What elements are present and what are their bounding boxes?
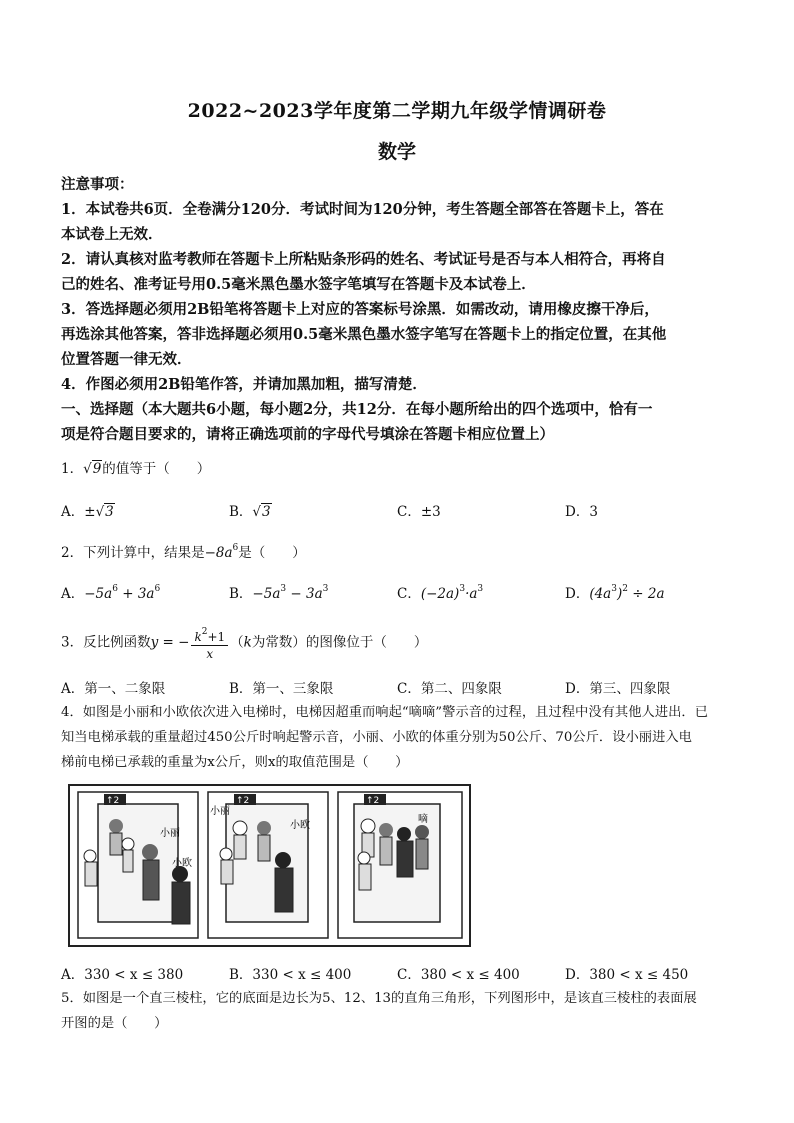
notes-line: 3．答选择题必须用2B铅笔将答题卡上对应的答案标号涂黑．如需改动，请用橡皮擦干净后， <box>61 301 659 318</box>
option-a[interactable]: A．$-5a^6 + 3a^6$ <box>61 584 161 602</box>
notes-line: 本试卷上无效． <box>61 226 163 243</box>
floor-indicator: ↑2 <box>366 796 380 806</box>
notes-heading: 注意事项： <box>61 176 134 193</box>
notes-line: 位置答题一律无效． <box>61 351 192 368</box>
option-c[interactable]: C．$(-2a)^3\cdot a^3$ <box>397 584 484 602</box>
label-li: 小丽 <box>210 806 230 817</box>
section-heading: 一、选择题（本大题共6小题，每小题2分，共12分．在每小题所给出的四个选项中，恰有一 <box>61 401 653 418</box>
notes-section <box>61 172 741 447</box>
option-a[interactable]: A．第一、二象限 <box>61 681 166 697</box>
question-4-options <box>61 963 751 987</box>
option-d[interactable]: D．3 <box>565 504 598 520</box>
radicand: 9 <box>92 461 102 477</box>
floor-indicator: ↑2 <box>236 796 250 806</box>
page-title: 2022~2023学年度第二学期九年级学情调研卷 <box>187 100 607 122</box>
section-heading: 项是符合题目要求的，请将正确选项前的字母代号填涂在答题卡相应位置上） <box>61 426 554 443</box>
label-ou: 小欧 <box>290 820 310 831</box>
elevator-comic-figure <box>68 784 471 947</box>
question-1: 1．√9的值等于（ ） <box>61 461 211 477</box>
question-2: 2．下列计算中，结果是$-8a^6$是（ ） <box>61 543 306 561</box>
notes-line: 己的姓名、准考证号用0.5毫米黑色墨水签字笔填写在答题卡及本试卷上． <box>61 276 536 293</box>
notes-line: 1．本试卷共6页．全卷满分120分．考试时间为120分钟，考生答题全部答在答题卡上，答在 <box>61 201 664 218</box>
option-c[interactable]: C．第二、四象限 <box>397 681 502 697</box>
option-a[interactable]: A．±√3 <box>61 504 114 520</box>
question-1-options <box>61 500 751 524</box>
beep-label: 嘀 <box>418 814 428 825</box>
option-b[interactable]: B．$-5a^3 - 3a^3$ <box>229 584 329 602</box>
question-5: 5．如图是一个直三棱柱，它的底面是边长为5、12、13的直角三角形，下列图形中，是该直三棱柱的表面展 开图的是（ ） <box>61 991 697 1031</box>
floor-indicator: ↑2 <box>106 796 120 806</box>
option-d[interactable]: D．$(4a^3)^2 \div 2a$ <box>565 584 665 602</box>
notes-line: 再选涂其他答案，答非选择题必须用0.5毫米黑色墨水签字笔写在答题卡上的指定位置，在其他 <box>61 326 667 343</box>
option-b[interactable]: B．330 < x ≤ 400 <box>229 967 352 983</box>
option-c[interactable]: C．380 < x ≤ 400 <box>397 967 520 983</box>
option-d[interactable]: D．第三、四象限 <box>565 681 671 697</box>
option-c[interactable]: C．±3 <box>397 504 441 520</box>
label-ou: 小欧 <box>172 858 192 869</box>
option-a[interactable]: A．330 < x ≤ 380 <box>61 967 184 983</box>
subject-title: 数学 <box>377 141 416 163</box>
question-3-options <box>61 677 751 701</box>
option-b[interactable]: B．第一、三象限 <box>229 681 334 697</box>
question-4: 4．如图是小丽和小欧依次进入电梯时，电梯因超重而响起“嘀嘀”警示音的过程，且过程中没有其他人进出．已 知当电梯承载的重量超过450公斤时响起警示音，小丽、小欧的体重分别为50公斤、70公斤．设小丽进入电 梯前电梯已承载的重量为x公斤，则x的取值范围是（ ） <box>61 705 709 770</box>
question-2-options <box>61 582 751 606</box>
option-b[interactable]: B．√3 <box>229 504 271 520</box>
label-li: 小丽 <box>160 828 180 839</box>
question-3: 3．反比例函数y = − $\frac{k^2+1}{x}$ （k为常数）的图像位于（ ） <box>61 624 427 662</box>
notes-line: 4．作图必须用2B铅笔作答，并请加黑加粗，描写清楚． <box>61 376 427 393</box>
notes-line: 2．请认真核对监考教师在答题卡上所粘贴条形码的姓名、考试证号是否与本人相符合，再将自 <box>61 251 666 268</box>
option-d[interactable]: D．380 < x ≤ 450 <box>565 967 689 983</box>
fraction: $\frac{k^2+1}{x}$ <box>191 624 228 662</box>
